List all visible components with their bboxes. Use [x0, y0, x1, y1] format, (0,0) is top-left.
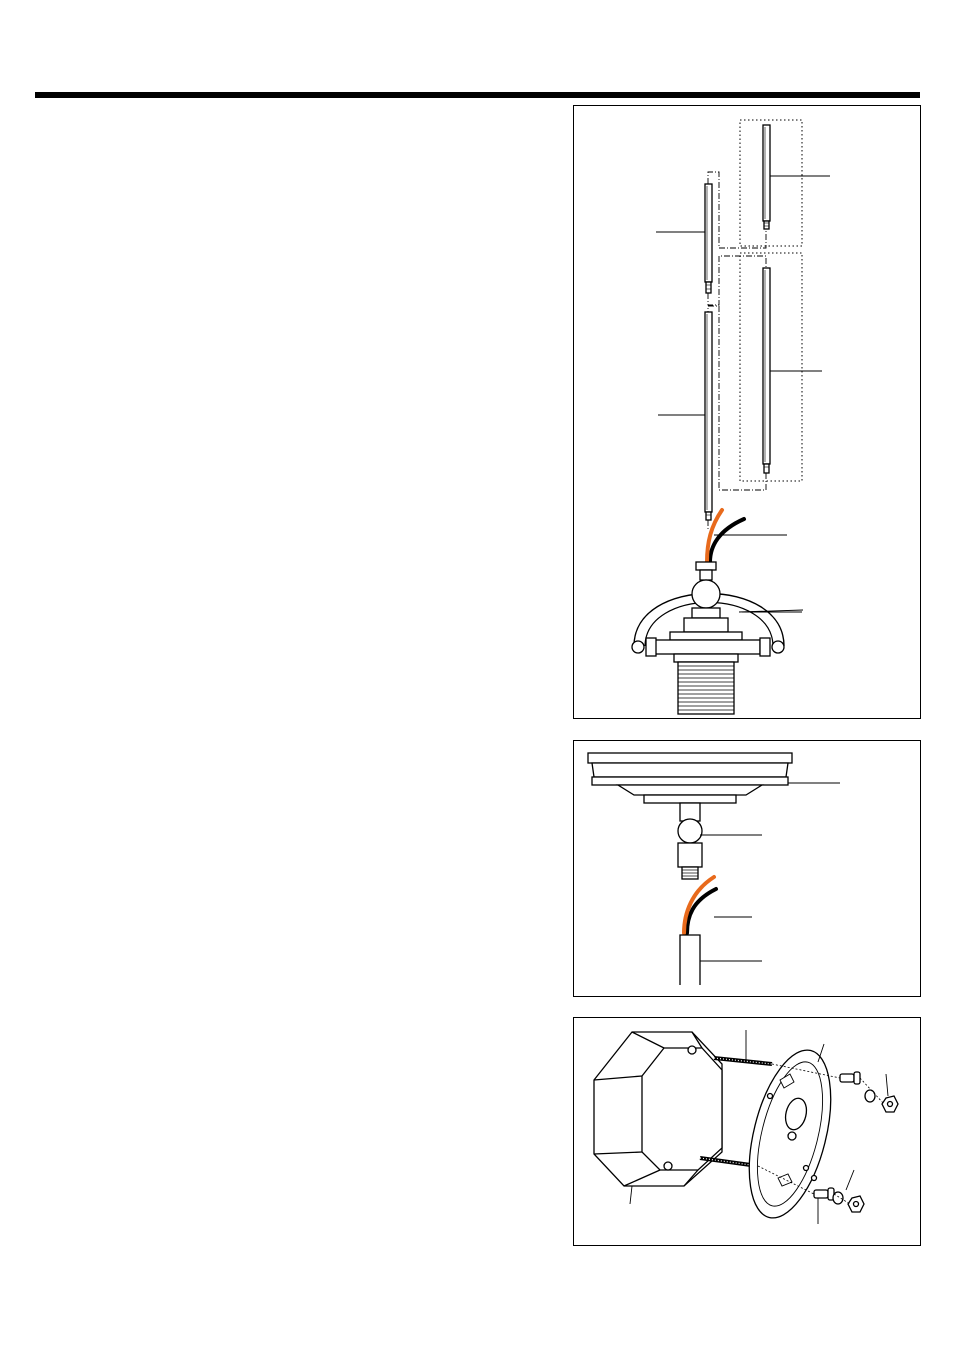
optional-rod-box-long	[740, 253, 802, 481]
lock-washer-bottom	[833, 1192, 843, 1204]
bracket-screw-bottom	[814, 1188, 834, 1200]
bracket-screw-top	[840, 1072, 860, 1084]
hex-nut-top	[882, 1096, 898, 1112]
header-rule	[35, 92, 920, 98]
callout-leaders	[700, 783, 840, 961]
mounting-bracket-drawing	[574, 1018, 922, 1247]
callout-leaders	[656, 176, 830, 612]
hanger-ball	[678, 803, 702, 879]
short-downrod-optional	[763, 125, 770, 229]
hanger-bracket	[632, 562, 784, 714]
hex-nut-bottom	[848, 1196, 864, 1212]
outlet-box	[594, 1032, 722, 1186]
figure-mounting-bracket-assembly	[573, 1017, 921, 1246]
long-downrod-optional	[763, 268, 770, 473]
canopy	[588, 753, 792, 803]
short-downrod	[705, 184, 712, 293]
long-downrod	[705, 312, 712, 520]
figure-canopy-assembly	[573, 740, 921, 997]
canopy-assembly-drawing	[574, 741, 922, 998]
downrod-assembly-drawing	[574, 106, 922, 720]
lead-wires	[684, 877, 716, 933]
downrod	[680, 935, 700, 985]
optional-rod-box-top	[740, 120, 802, 246]
lead-wires	[707, 510, 744, 562]
lock-washer-top	[865, 1090, 875, 1102]
figure-downrod-assembly	[573, 105, 921, 719]
alignment-lines	[708, 172, 766, 531]
